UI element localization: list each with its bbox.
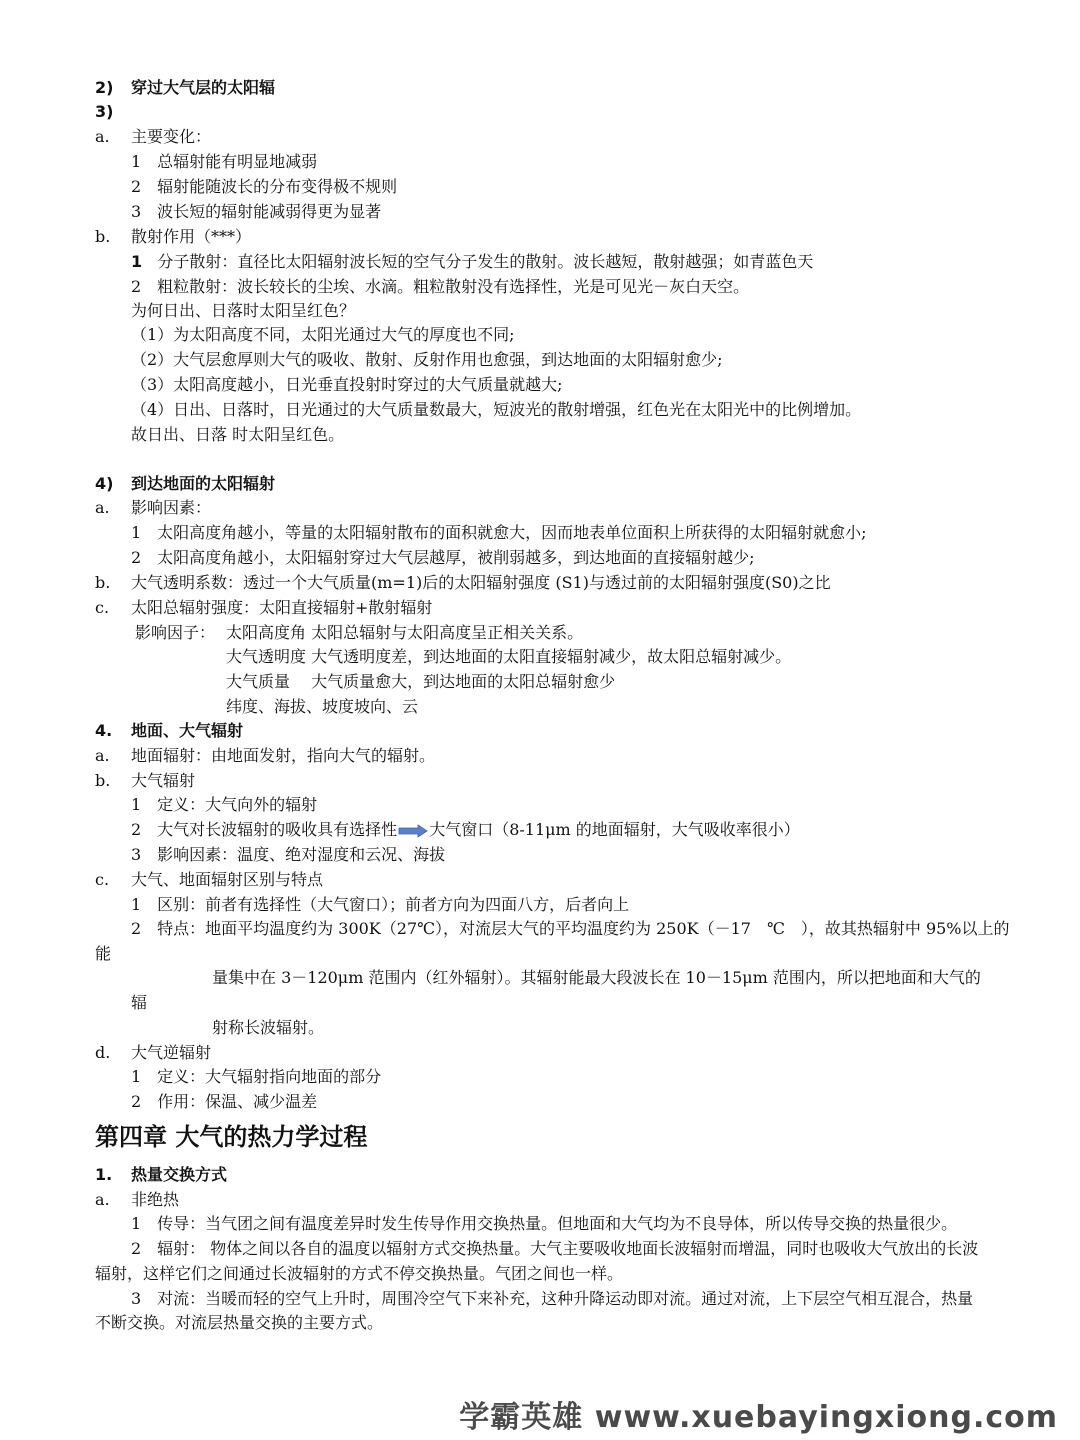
list-marker: b. xyxy=(95,771,111,790)
list-marker: a. xyxy=(95,746,110,765)
section-title: 穿过大气层的太阳辐 xyxy=(131,78,276,97)
wrapped-char: 辐 xyxy=(131,993,148,1012)
section-heading-heat xyxy=(95,1164,228,1186)
continuation-text: 量集中在 3－120μm 范围内（红外辐射）。其辐射能最大段波长在 10－15μm 范围内，所以把地面和大气的 xyxy=(212,968,981,987)
item-number: 1 xyxy=(131,252,143,271)
factors-label: 影响因子： xyxy=(135,623,216,642)
list-item: 3 波长短的辐射能减弱得更为显著 xyxy=(131,202,382,221)
continuation-text: 射称长波辐射。 xyxy=(212,1018,325,1037)
definition-text: 大气透明系数：透过一个大气质量(m=1)后的太阳辐射强度 (S1)与透过前的太阳辐射强度(S0)之比 xyxy=(131,573,831,592)
definition-text: 太阳总辐射强度：太阳直接辐射+散射辐射 xyxy=(131,598,433,617)
section-number: 4. xyxy=(95,721,113,740)
list-marker: d. xyxy=(95,1043,111,1062)
list-marker: a. xyxy=(95,498,110,517)
list-item: 1 总辐射能有明显地减弱 xyxy=(131,152,318,171)
wrapped-char: 能 xyxy=(95,944,112,963)
paragraph: 3 对流：当暖而轻的空气上升时，周围冷空气下来补充，这种升降运动即对流。通过对流，上下层空气相互混合，热量 xyxy=(131,1289,974,1308)
list-marker: a. xyxy=(95,127,110,146)
paragraph: 不断交换。对流层热量交换的主要方式。 xyxy=(95,1313,384,1332)
chapter-title: 第四章 大气的热力学过程 xyxy=(95,1123,368,1151)
list-item: 2 作用：保温、减少温差 xyxy=(131,1092,318,1111)
section-heading-ground xyxy=(95,720,244,742)
factor-item: 纬度、海拔、坡度坡向、云 xyxy=(226,697,419,716)
list-item: 1 太阳高度角越小，等量的太阳辐射散布的面积就愈大，因而地表单位面积上所获得的太阳辐射就愈小; xyxy=(131,523,867,542)
section-number: 4) xyxy=(95,474,114,493)
list-item: 2 特点：地面平均温度约为 300K（27℃），对流层大气的平均温度约为 250K（－17 ℃ ），故其热辐射中 95%以上的 xyxy=(131,919,1010,938)
list-heading: 非绝热 xyxy=(131,1190,180,1209)
list-item: 2 粗粒散射：波长较长的尘埃、水滴。粗粒散射没有选择性，光是可见光－灰白天空。 xyxy=(131,277,750,296)
section-heading-4 xyxy=(95,473,276,495)
list-marker: b. xyxy=(95,573,111,592)
list-heading: 大气、地面辐射区别与特点 xyxy=(131,870,324,889)
list-heading: 大气逆辐射 xyxy=(131,1043,212,1062)
list-item: 1 定义：大气辐射指向地面的部分 xyxy=(131,1067,382,1086)
item-text: 2 大气对长波辐射的吸收具有选择性 xyxy=(131,820,398,839)
list-heading: 影响因素： xyxy=(131,498,212,517)
item-text: 大气窗口（8-11μm 的地面辐射，大气吸收率很小） xyxy=(429,820,800,839)
factor-item: 太阳高度角 太阳总辐射与太阳高度呈正相关关系。 xyxy=(226,623,584,642)
answer-item: （1）为太阳高度不同，太阳光通过大气的厚度也不同; xyxy=(131,325,515,344)
factor-item: 大气质量 大气质量愈大，到达地面的太阳总辐射愈少 xyxy=(226,672,616,691)
definition-text: 地面辐射：由地面发射，指向大气的辐射。 xyxy=(131,746,436,765)
right-arrow-icon xyxy=(398,824,428,838)
list-marker: a. xyxy=(95,1190,110,1209)
list-marker: b. xyxy=(95,227,111,246)
list-item: 2 太阳高度角越小，太阳辐射穿过大气层越厚，被削弱越多，到达地面的直接辐射越少; xyxy=(131,548,755,567)
list-item: 1 区别：前者有选择性（大气窗口）；前者方向为四面八方，后者向上 xyxy=(131,895,630,914)
section-title: 地面、大气辐射 xyxy=(131,721,244,740)
section-title: 热量交换方式 xyxy=(131,1165,228,1184)
section-number: 2) xyxy=(95,78,114,97)
paragraph: 2 辐射： 物体之间以各自的温度以辐射方式交换热量。大气主要吸收地面长波辐射而增温，同时也吸收大气放出的长波 xyxy=(131,1239,979,1258)
list-marker: c. xyxy=(95,598,110,617)
factor-item: 大气透明度 大气透明度差，到达地面的太阳直接辐射减少，故太阳总辐射减少。 xyxy=(226,647,792,666)
item-text: 分子散射：直径比太阳辐射波长短的空气分子发生的散射。波长越短，散射越强；如青蓝色天 xyxy=(157,252,814,271)
answer-item: （4）日出、日落时，日光通过的大气质量数最大，短波光的散射增强，红色光在太阳光中的比例增加。 xyxy=(131,400,862,419)
list-heading: 散射作用（***） xyxy=(131,227,252,246)
list-item: 1 定义：大气向外的辐射 xyxy=(131,795,318,814)
list-item: 3 影响因素：温度、绝对湿度和云况、海拔 xyxy=(131,845,446,864)
answer-item: （2）大气层愈厚则大气的吸收、散射、反射作用也愈强，到达地面的太阳辐射愈少; xyxy=(131,350,723,369)
answer-item: （3）太阳高度越小，日光垂直投射时穿过的大气质量就越大; xyxy=(131,375,563,394)
list-item: 2 辐射能随波长的分布变得极不规则 xyxy=(131,177,398,196)
list-item xyxy=(131,819,800,841)
section-number: 1. xyxy=(95,1165,113,1184)
paragraph: 1 传导：当气团之间有温度差异时发生传导作用交换热量。但地面和大气均为不良导体，所以传导交换的热量很少。 xyxy=(131,1214,958,1233)
conclusion-text: 故日出、日落 时太阳呈红色。 xyxy=(131,425,345,444)
list-item xyxy=(131,251,813,273)
list-heading: 大气辐射 xyxy=(131,771,196,790)
list-marker: c. xyxy=(95,870,110,889)
list-heading: 主要变化： xyxy=(131,127,212,146)
section-heading-3: 3) xyxy=(95,102,114,121)
section-title: 到达地面的太阳辐射 xyxy=(131,474,276,493)
question-text: 为何日出、日落时太阳呈红色？ xyxy=(131,301,356,320)
watermark-text: 学霸英雄 www.xuebayingxiong.com xyxy=(459,1400,1058,1435)
section-heading-2 xyxy=(95,77,276,99)
paragraph: 辐射，这样它们之间通过长波辐射的方式不停交换热量。气团之间也一样。 xyxy=(95,1264,624,1283)
